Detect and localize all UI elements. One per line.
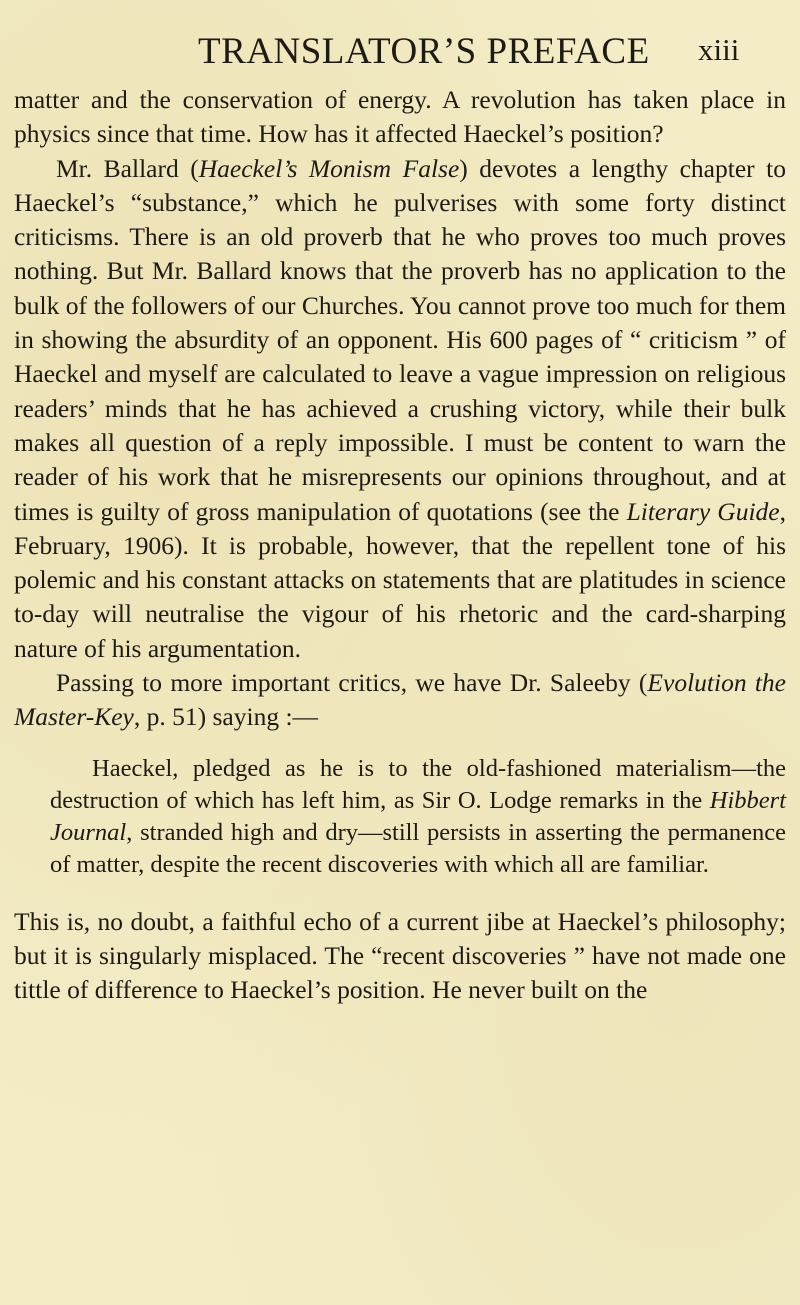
paragraph-3: [14, 666, 786, 735]
paragraph-2-text-2: ) devotes a lengthy chapter to Haeckel’s “substance,” which he pulverises with some forty distinct criticisms. There is an old proverb that he who proves too much proves nothing. But Mr. Ballard knows that the proverb has no application to the bulk of the followers of our Churches. You cannot prove too much for them in showing the absurdity of an opponent. His 600 pages of “ criticism ” of Haeckel and myself are calculated to leave a vague impression on religious readers’ minds that he has achieved a crushing victory, while their bulk makes all question of a reply impossible. I must be content to warn the reader of his work that he misrepresents our opinions throughout, and at times is guilty of gross manipulation of quotations (see the: [14, 153, 786, 526]
paragraph-4: [14, 905, 786, 1008]
quote-text-2: , stranded high and dry—still persists in asserting the permanence of matter, despite the recent discoveries with which all are familiar.: [50, 818, 786, 878]
paragraph-2: [14, 152, 786, 666]
book-title-evolution: Evolution the Master-Key: [14, 668, 786, 732]
paragraph-3-text-2: , p. 51) saying :—: [133, 702, 319, 732]
paragraph-1-text: matter and the conservation of energy. A revolution has taken place in physics since that time. How has it affected Haeckel’s position?: [14, 85, 786, 149]
page-number: xiii: [698, 32, 740, 67]
quote-paragraph: [50, 753, 786, 881]
journal-hibbert: Hibbert Journal: [50, 786, 786, 846]
periodical-literary-guide: Literary Guide: [626, 496, 780, 526]
paragraph-2-text-1: Mr. Ballard (: [56, 153, 199, 183]
quote-text-1: Haeckel, pledged as he is to the old-fashioned materialism—the destruction of which has left him, as Sir O. Lodge remarks in the: [50, 754, 786, 814]
paragraph-2-text-3: , February, 1906). It is probable, however, that the repellent tone of his polemic and his constant attacks on statements that are platitudes in science to-day will neutralise the vigour of his rhetoric and the card-sharping nature of his argumentation.: [14, 496, 787, 663]
page-header: [0, 30, 800, 74]
paragraph-3-text-1: Passing to more important critics, we have Dr. Saleeby (: [56, 668, 648, 698]
block-quote: [14, 753, 786, 881]
body-text: [14, 83, 786, 1008]
running-head: TRANSLATOR’S PREFACE: [198, 31, 650, 72]
book-title-monism-false: Haeckel’s Monism False: [198, 153, 460, 183]
paragraph-1: [14, 83, 786, 152]
paragraph-4-text: This is, no doubt, a faithful echo of a current jibe at Haeckel’s philosophy; but it is singularly misplaced. The “recent discoveries ” have not made one tittle of difference to Haeckel’s position. He never built on the: [14, 906, 786, 1005]
